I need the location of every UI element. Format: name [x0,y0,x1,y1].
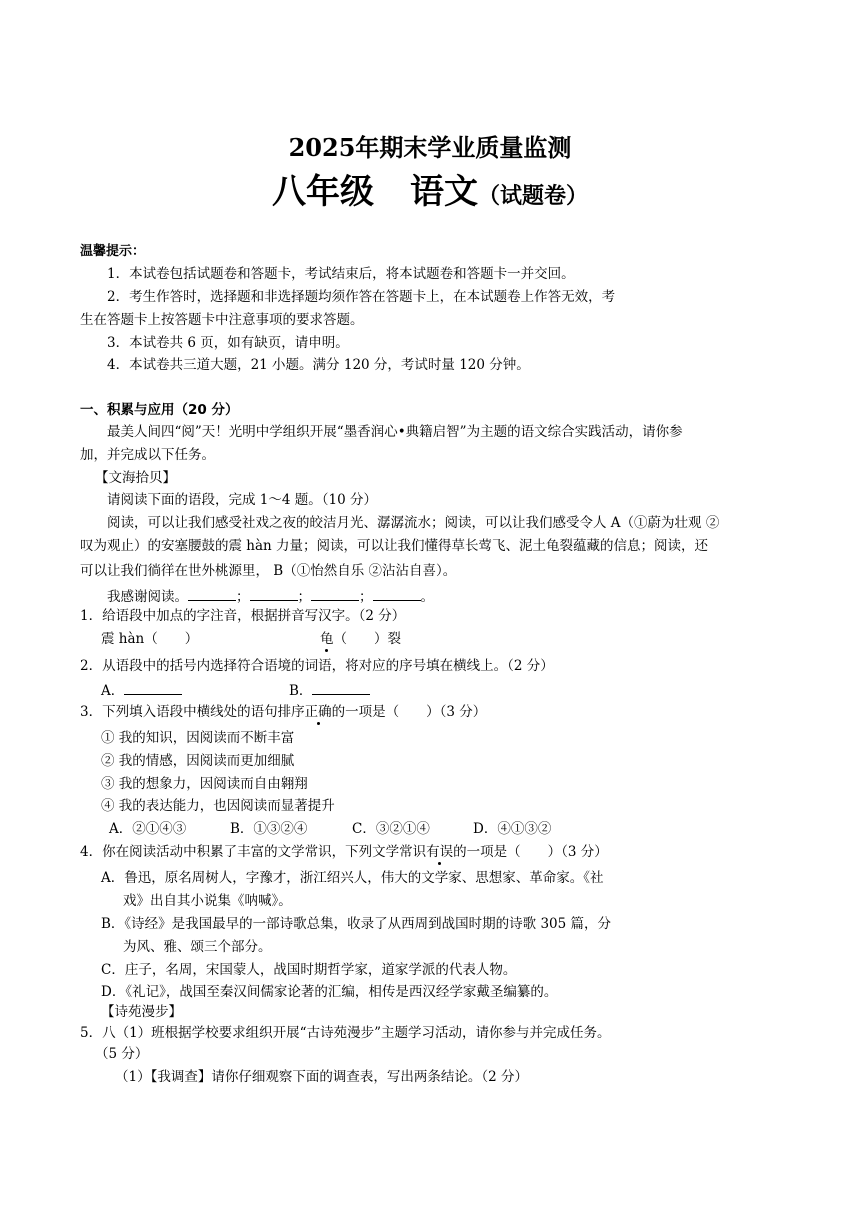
question-1-part-b: 龟（ ）裂 [320,631,401,647]
question-4-option-a-line1[interactable]: A．鲁迅，原名周树人，字豫才，浙江绍兴人，伟大的文学家、思想家、革命家。《社 [101,870,604,886]
question-1-part-a: 震 hàn（ ） [101,631,199,647]
answer-blank-b[interactable] [312,680,370,695]
question-4-option-c[interactable]: C．庄子，名周，宋国蒙人，战国时期哲学家，道家学派的代表人物。 [101,962,517,978]
dotted-word-zhengque: 正确 [304,704,332,720]
tip-item-2-line2: 生在答题卡上按答题卡中注意事项的要求答题。 [80,312,364,328]
question-4-option-b-line1[interactable]: B．《诗经》是我国最早的一部诗歌总集，收录了从西周到战国时期的诗歌 305 篇，分 [101,916,612,932]
question-5-stem-line1: 5．八（1）班根据学校要求组织开展“古诗苑漫步”主题学习活动，请你参与并完成任务。 [80,1025,611,1041]
question-2-answer-a: A． [101,680,182,700]
tip-item-3: 3．本试卷共 6 页，如有缺页，请申明。 [107,335,349,351]
question-4-option-a-line2: 戏》出自其小说集《呐喊》。 [123,893,292,909]
exam-title: 2025年期末学业质量监测 [288,133,572,162]
passage-line1: 阅读，可以让我们感受社戏之夜的皎洁月光、潺潺流水；阅读，可以让我们感受令人 A（①蔚为壮观 ② [107,515,720,531]
question-5-part-1: （1）【我调查】请你仔细观察下面的调查表，写出两条结论。（2 分） [115,1069,528,1085]
question-3-stem: 3．下列填入语段中横线处的语句排序正确的一项是（ ）（3 分） [80,704,487,720]
passage-line3: 可以让我们徜徉在世外桃源里， B（①怡然自乐 ②沾沾自喜）。 [80,563,457,579]
dotted-char-gui: 龟 [320,631,334,647]
question-3-option-d[interactable]: D．④①③② [473,821,552,837]
question-4-stem: 4．你在阅读活动中积累了丰富的文学常识，下列文学常识有误的一项是（ ）（3 分） [80,844,608,860]
question-5-stem-line2: （5 分） [95,1046,149,1062]
passage-line4: 我感谢阅读。 ； ； ； 。 [107,586,434,606]
section-1-intro-line1: 最美人间四“阅”天！光明中学组织开展“墨香润心•典籍启智”为主题的语文综合实践活动，请你参 [107,424,683,440]
passage-blank-1[interactable] [188,586,236,601]
question-2-answer-b: B． [289,680,370,700]
question-3-option-a[interactable]: A．②①④③ [109,821,187,837]
question-1-stem: 1．给语段中加点的字注音，根据拼音写汉字。（2 分） [80,608,406,624]
question-2-stem: 2．从语段中的括号内选择符合语境的词语，将对应的序号填在横线上。（2 分） [80,658,554,674]
tips-heading: 温馨提示： [80,244,146,259]
paper-type-label: （试题卷） [477,183,588,209]
tip-item-4: 4．本试卷共三道大题，21 小题。满分 120 分，考试时量 120 分钟。 [107,357,530,373]
grade-label: 八年级 [271,172,374,212]
passage-blank-4[interactable] [373,586,421,601]
subsection-wenhai: 【文海拾贝】 [95,470,176,486]
paper-title [0,170,860,220]
section-1-intro-line2: 加，并完成以下任务。 [80,447,215,463]
sentence-3: ③ 我的想象力，因阅读而自由翱翔 [101,776,308,792]
passage-line2: 叹为观止）的安塞腰鼓的震 hàn 力量；阅读，可以让我们懂得草长莺飞、泥土龟裂蕴藏的信息；阅读，还 [80,538,709,554]
section-1-heading: 一、积累与应用（20 分） [80,402,239,418]
answer-blank-a[interactable] [124,680,182,695]
question-3-option-b[interactable]: B．①③②④ [230,821,308,837]
reading-instruction: 请阅读下面的语段，完成 1～4 题。（10 分） [107,492,377,508]
sentence-2: ② 我的情感，因阅读而更加细腻 [101,753,295,769]
subject-label: 语文 [409,172,478,212]
question-4-option-d[interactable]: D．《礼记》，战国至秦汉间儒家论著的汇编，相传是西汉经学家戴圣编纂的。 [101,984,558,1000]
question-4-option-b-line2: 为风、雅、颂三个部分。 [123,939,272,955]
thanks-label: 我感谢阅读。 [107,589,188,605]
passage-blank-2[interactable] [250,586,298,601]
dotted-word-youwu: 有误 [426,844,454,860]
sentence-1: ① 我的知识，因阅读而不断丰富 [101,730,295,746]
sentence-4: ④ 我的表达能力，也因阅读而显著提升 [101,798,335,814]
tip-item-1: 1．本试卷包括试题卷和答题卡，考试结束后，将本试题卷和答题卡一并交回。 [107,266,575,282]
question-3-option-c[interactable]: C．③②①④ [352,821,430,837]
subsection-shiyuan: 【诗苑漫步】 [101,1004,182,1020]
tip-item-2-line1: 2．考生作答时，选择题和非选择题均须作答在答题卡上，在本试题卷上作答无效，考 [107,289,616,305]
passage-blank-3[interactable] [311,586,359,601]
